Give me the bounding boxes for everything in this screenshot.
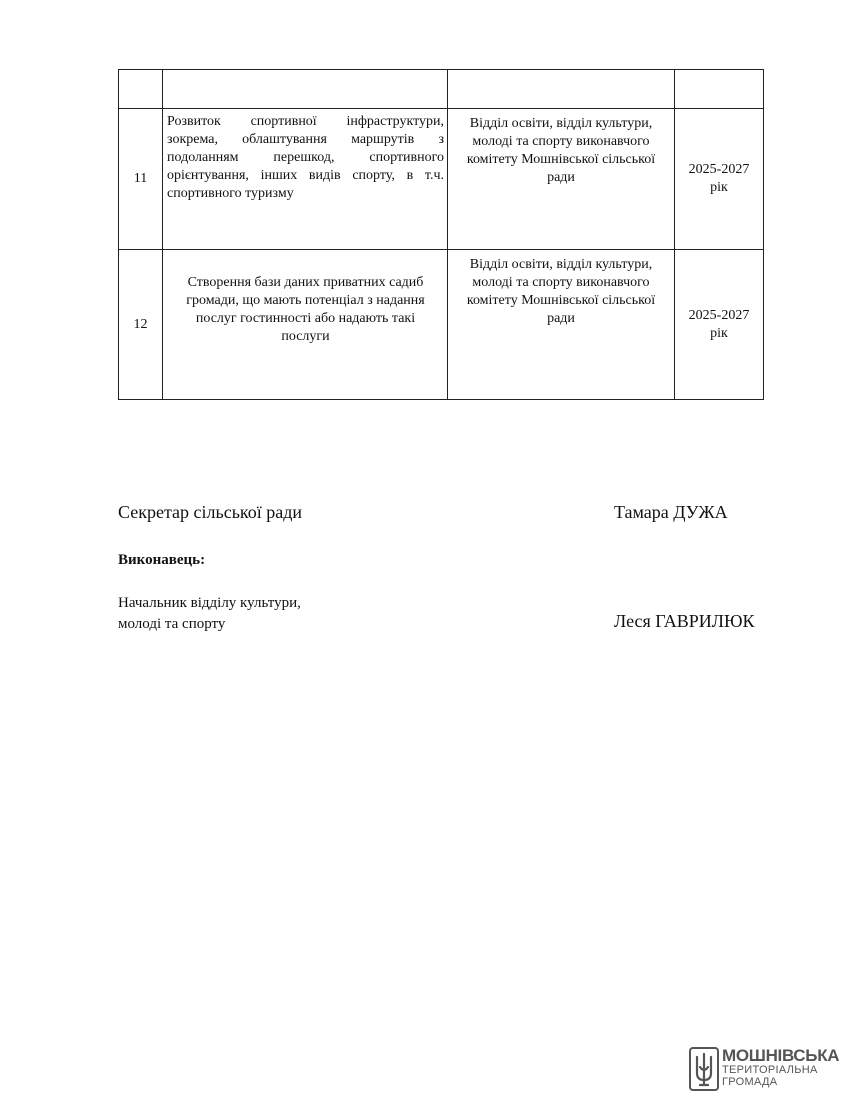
executor-line: молоді та спорту виконавчого (472, 275, 650, 290)
row-number: 12 (119, 250, 163, 400)
head-title-line1: Начальник відділу культури, (118, 595, 301, 611)
table-row (119, 250, 764, 400)
logo-line1: МОШНІВСЬКА (722, 1046, 840, 1065)
task-line: громади, що мають потенціал з надання (186, 293, 425, 308)
row-number: 11 (119, 109, 163, 250)
executor-cell (448, 250, 675, 400)
cell-empty (119, 70, 163, 109)
executor-label: Виконавець: (118, 552, 206, 568)
head-title-line2: молоді та спорту (118, 616, 226, 632)
task-line: Створення бази даних приватних садиб (187, 275, 424, 290)
cell-empty (163, 70, 448, 109)
cell-empty (675, 70, 764, 109)
task-line: послуг гостинності або надають такі (195, 311, 416, 326)
task-description (163, 250, 448, 400)
executor-line: ради (547, 170, 575, 185)
term-years: 2025-2027 (688, 162, 750, 177)
executor-line: комітету Мошнівської сільської (466, 152, 656, 167)
task-line: Розвиток спортивної інфраструктури, (167, 114, 444, 129)
executor-line: молоді та спорту виконавчого (472, 134, 650, 149)
secretary-title: Секретар сільської ради (118, 502, 303, 522)
cell-empty (448, 70, 675, 109)
logo-line3: ГРОМАДА (722, 1076, 778, 1088)
term-unit: рік (710, 180, 728, 195)
task-line: послуги (281, 329, 330, 344)
task-line: орієнтування, інших видів спорту, в т.ч. (167, 168, 444, 183)
executor-line: Відділ освіти, відділ культури, (469, 257, 653, 272)
secretary-name: Тамара ДУЖА (614, 502, 728, 522)
term-years: 2025-2027 (688, 307, 750, 323)
table-row (119, 109, 764, 250)
table-row-empty (119, 70, 764, 109)
executor-line: Відділ освіти, відділ культури, (469, 116, 653, 131)
executor-line: ради (547, 311, 575, 326)
task-line: подоланням перешкод, спортивного (167, 150, 444, 165)
term-unit: рік (710, 325, 728, 341)
community-logo (689, 1046, 840, 1093)
term-cell (675, 250, 764, 400)
term-cell (675, 109, 764, 250)
head-name: Леся ГАВРИЛЮК (614, 611, 755, 631)
task-line: спортивного туризму (167, 186, 294, 201)
trident-emblem-icon (689, 1047, 719, 1091)
task-description (163, 109, 448, 250)
executor-cell (448, 109, 675, 250)
task-line: зокрема, облаштування маршрутів з (167, 132, 444, 147)
executor-line: комітету Мошнівської сільської (466, 293, 656, 308)
logo-text (722, 1047, 839, 1088)
logo-line2: ТЕРИТОРІАЛЬНА (722, 1064, 818, 1076)
plan-table (118, 69, 764, 400)
